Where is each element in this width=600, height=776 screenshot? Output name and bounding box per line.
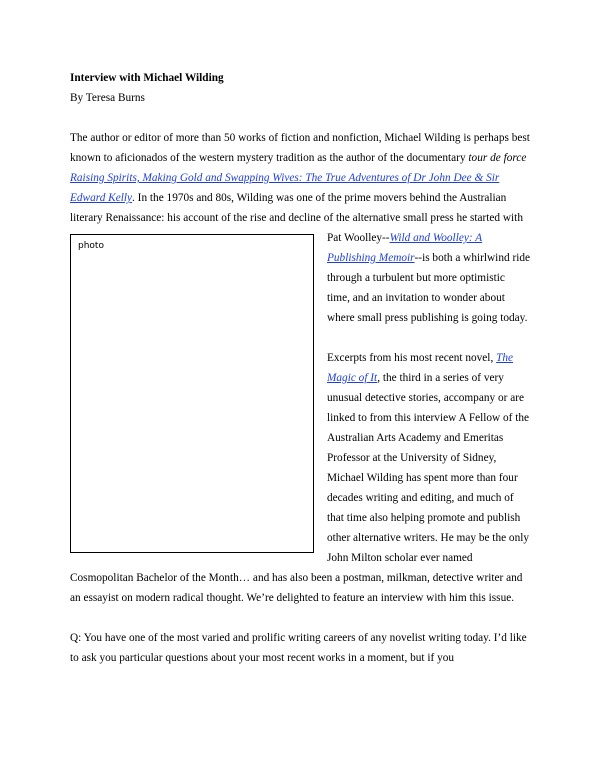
photo-label: photo [78, 241, 104, 251]
intro-text-2: . In the 1970s and 80s, Wilding was one of the prime movers behind the Australian literary Renaissance: his account of the rise and decline of the alternative small press he started with Pat Woolley-- [70, 192, 523, 244]
magic-of-it-link[interactable]: The Magic of It [327, 352, 514, 384]
excerpt-text-2: , the third in a series of very unusual detective stories, accompany or are linked to from this interview A Fellow of the Australian Arts Academy and Emeritas Professor at the University of Sidney, Michael Wilding has spent more than four decades writing and editing, and much of that time also helping promote and publish other alternative writers. He may be the only John Milton scholar ever named Cosmopolitan Bachelor of the Month… and has also been a postman, milkman, detective writer and an essayist on modern radical thought. We’re delighted to feature an interview with him this issue. [70, 372, 530, 604]
article-title: Interview with Michael Wilding [70, 72, 224, 84]
intro-italic-phrase: tour de force [468, 152, 527, 164]
intro-text-3: --is both a whirlwind ride through a turbulent but more optimistic time, and an invitation to wonder about where small press publishing is going today. [327, 252, 531, 324]
document-page [70, 68, 530, 688]
article-byline: By Teresa Burns [70, 92, 145, 104]
intro-text-1: The author or editor of more than 50 works of fiction and nonfiction, Michael Wilding is perhaps best known to aficionados of the western mystery tradition as the author of the documentary [70, 132, 530, 164]
wild-and-woolley-link[interactable]: Wild and Woolley: A Publishing Memoir [327, 232, 483, 264]
intro-paragraph [70, 128, 530, 328]
excerpt-text-1: Excerpts from his most recent novel, [327, 352, 497, 364]
photo-placeholder [70, 234, 314, 553]
question-paragraph: Q: You have one of the most varied and prolific writing careers of any novelist writing today. I’d like to ask you particular questions about your most recent works in a moment, but if you [70, 632, 527, 664]
raising-spirits-link[interactable]: Raising Spirits, Making Gold and Swapping Wives: The True Adventures of Dr John Dee & Sir Edward Kelly [70, 172, 500, 204]
